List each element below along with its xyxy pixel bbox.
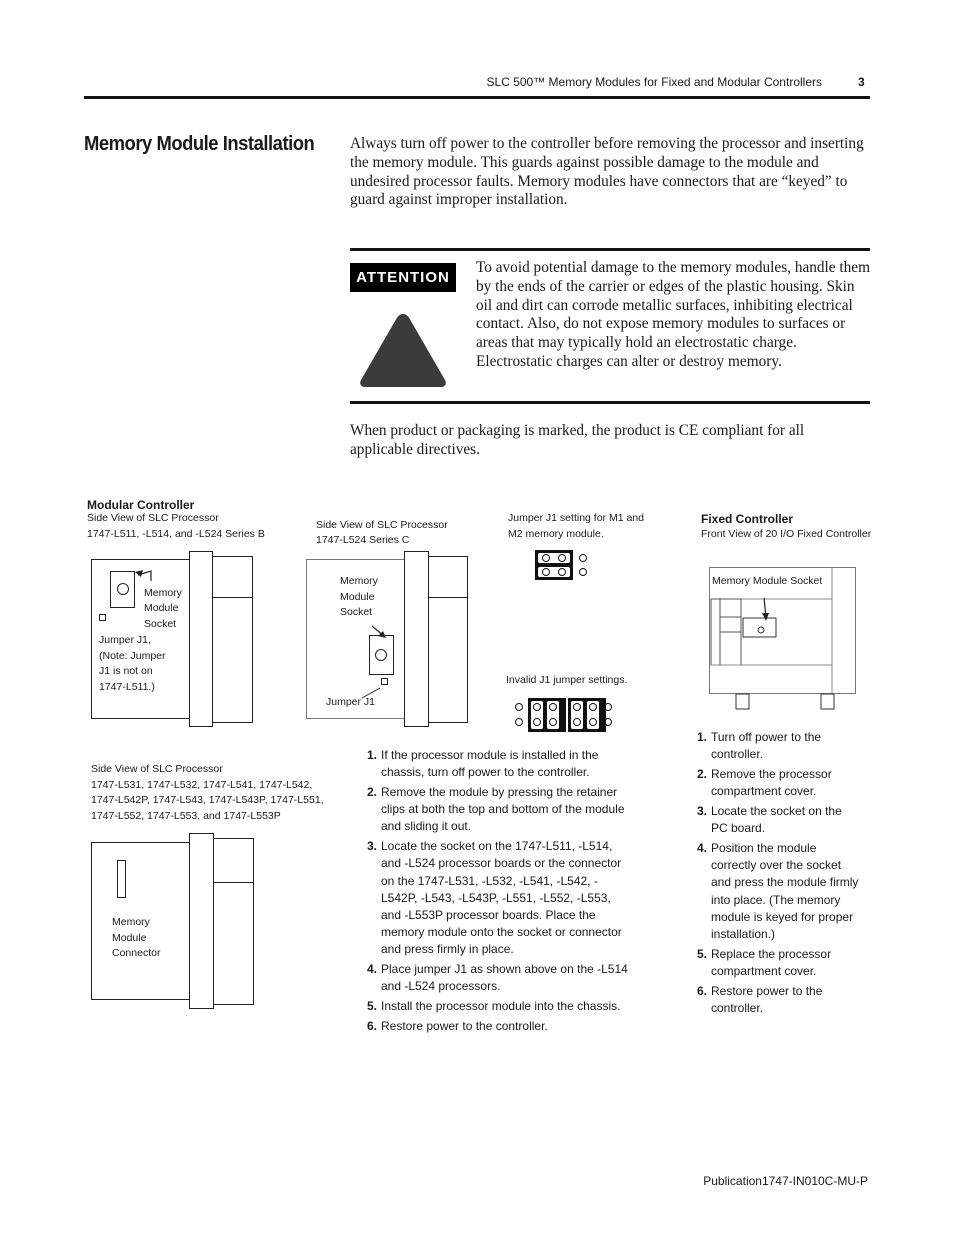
list-item [697, 983, 861, 1017]
step-number: 4. [367, 962, 378, 977]
modular-steps [367, 747, 632, 1038]
fixed-steps [697, 729, 861, 1020]
processor-frame-list [189, 833, 214, 1009]
socket-label-b-2: Module [144, 602, 179, 614]
processor-tab-bottom-b [212, 597, 253, 723]
step-text: If the processor module is installed in the chassis, turn off power to the controller. [381, 748, 599, 780]
memory-connector [117, 860, 126, 898]
fixed-controller-title: Fixed Controller [701, 512, 794, 526]
section-title: Memory Module Installation [84, 133, 315, 155]
step-text: Remove the processor compartment cover. [711, 767, 832, 799]
processor-list-caption-1: Side View of SLC Processor [91, 763, 223, 775]
publication-footer: Publication1747-IN010C-MU-P [703, 1174, 868, 1188]
attention-badge: ATTENTION [350, 263, 456, 292]
modular-c-caption-2: 1747-L524 Series C [316, 534, 410, 546]
modular-controller-title: Modular Controller [87, 498, 195, 512]
socket-label-b-1: Memory [144, 587, 182, 599]
jumper-j1-c [381, 678, 388, 685]
step-number: 6. [367, 1019, 378, 1034]
list-item [367, 838, 632, 958]
step-text: Install the processor module into the chassis. [381, 999, 621, 1014]
list-item [367, 998, 632, 1015]
list-item [697, 840, 861, 943]
modular-b-caption-2: 1747-L511, -L514, and -L524 Series B [87, 528, 265, 540]
connector-label-3: Connector [112, 947, 161, 959]
step-text: Locate the socket on the PC board. [711, 804, 842, 836]
step-number: 2. [697, 767, 708, 781]
fixed-controller-caption: Front View of 20 I/O Fixed Controller [701, 528, 872, 540]
step-text: Position the module correctly over the socket and press the module firmly into place. (The memory module is keyed for proper installation.) [711, 841, 859, 942]
step-text: Turn off power to the controller. [711, 730, 822, 762]
processor-list-caption-4: 1747-L552, 1747-L553, and 1747-L553P [91, 810, 281, 822]
fixed-socket-label: Memory Module Socket [712, 575, 823, 587]
jumper-label-c: Jumper J1 [326, 696, 376, 708]
step-number: 3. [697, 804, 708, 818]
header-rule [84, 96, 870, 99]
processor-tab-bottom-c [428, 597, 468, 723]
step-number: 2. [367, 785, 378, 799]
step-text: Remove the module by pressing the retainer clips at both the top and bottom of the module and sliding it out. [381, 785, 625, 834]
connector-label-2: Module [112, 932, 147, 944]
step-text: Replace the processor compartment cover. [711, 946, 832, 979]
list-item [367, 961, 632, 995]
socket-label-c-1: Memory [340, 575, 378, 587]
processor-frame-b [189, 551, 213, 727]
jumper-caption-2: M2 memory module. [508, 528, 604, 540]
warning-triangle-icon [357, 310, 449, 390]
step-number: 5. [367, 999, 378, 1014]
step-number: 6. [697, 983, 708, 998]
page-number: 3 [858, 75, 865, 89]
invalid-jumper-caption: Invalid J1 jumper settings. [506, 674, 628, 686]
step-number: 1. [367, 748, 378, 762]
step-text: Restore power to the controller. [381, 1019, 548, 1034]
processor-tab-bottom-list [213, 882, 254, 1005]
step-number: 1. [697, 730, 708, 744]
socket-label-c-2: Module [340, 591, 375, 603]
step-number: 5. [697, 946, 708, 961]
step-text: Place jumper J1 as shown above on the -L514 and -L524 processors. [381, 962, 628, 994]
processor-tab-top-list [213, 838, 254, 883]
jumper-label-b-2: (Note: Jumper [99, 650, 166, 662]
socket-label-c-3: Socket [340, 606, 373, 618]
step-text: Restore power to the controller. [711, 983, 823, 1016]
jumper-label-b-3: J1 is not on [99, 665, 153, 677]
list-item [367, 1018, 632, 1035]
ce-compliance-note: When product or packaging is marked, the product is CE compliant for all applicable directives. [350, 422, 805, 458]
jumper-label-b-1: Jumper J1, [99, 634, 151, 646]
running-header: SLC 500™ Memory Modules for Fixed and Modular Controllers [486, 75, 822, 89]
list-item [697, 766, 861, 800]
list-item [367, 747, 632, 781]
processor-frame-c [404, 551, 429, 727]
valid-jumper-diagram [532, 548, 592, 582]
step-number: 4. [697, 841, 708, 855]
list-item [697, 946, 861, 980]
modular-b-caption-1: Side View of SLC Processor [87, 512, 219, 524]
processor-tab-top-c [428, 556, 468, 598]
attention-top-rule [350, 248, 870, 251]
list-item [697, 803, 861, 837]
list-item [367, 784, 632, 836]
jumper-label-b-4: 1747-L511.) [99, 681, 155, 693]
invalid-jumper-diagram [510, 696, 615, 734]
connector-label-1: Memory [112, 916, 150, 928]
socket-label-b-3: Socket [144, 618, 177, 630]
step-text: Locate the socket on the 1747-L511, -L514, and -L524 processor boards or the connector on the 1747-L531, -L532, -L541, -L542, -L542P, -L543, -L543P, -L551, -L552, -L553, and -L553P processor boards. Place the memory module onto the socket or connector and press firmly in place. [381, 839, 622, 957]
step-number: 3. [367, 839, 378, 854]
intro-paragraph: Always turn off power to the controller before removing the processor and inserting the memory module. This guards against possible damage to the module and undesired processor faults. Memory modules have connectors that are “keyed” to guard against improper installation. [350, 135, 864, 209]
jumper-j1-b [99, 614, 106, 621]
processor-list-caption-3: 1747-L542P, 1747-L543, 1747-L543P, 1747-L551, [91, 794, 324, 806]
processor-tab-top-b [212, 556, 253, 598]
jumper-caption-1: Jumper J1 setting for M1 and [508, 512, 644, 524]
processor-list-caption-2: 1747-L531, 1747-L532, 1747-L541, 1747-L542, [91, 779, 313, 791]
attention-text: To avoid potential damage to the memory modules, handle them by the ends of the carrier or edges of the plastic housing. Skin oil and dirt can corrode metallic surfaces, inhibiting electrical contact. Also, do not expose memory modules to surfaces or areas that may typically hold an electrostatic charge. Electrostatic charges can alter or destroy memory. [476, 259, 870, 370]
list-item [697, 729, 861, 763]
attention-bottom-rule [350, 401, 870, 404]
modular-c-caption-1: Side View of SLC Processor [316, 519, 448, 531]
